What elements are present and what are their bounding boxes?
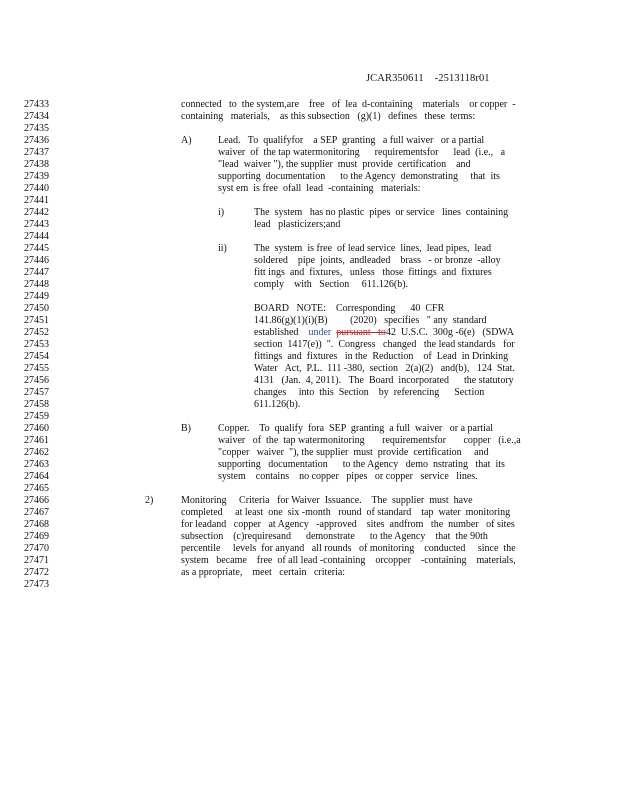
line-number: 27470 <box>24 543 49 554</box>
item-label-i: i) <box>218 207 225 218</box>
line-number: 27451 <box>24 315 49 326</box>
line-number: 27436 <box>24 135 49 146</box>
body-line: system became free of all lead -containing orcopper -containing materials, <box>181 555 516 566</box>
body-line: The system has no plastic pipes or service lines containing <box>254 207 509 218</box>
line-number: 27463 <box>24 459 49 470</box>
body-line: for leadand copper at Agency -approved sites andfrom the number of sites <box>181 519 515 530</box>
document-id-header: JCAR350611 -2513118r01 <box>366 73 490 84</box>
body-line: fitt ings and fixtures, unless those fittings and fixtures <box>254 267 492 278</box>
body-line: comply with Section 611.126(b). <box>254 279 409 290</box>
line-number: 27434 <box>24 111 49 122</box>
board-note-line: BOARD NOTE: Corresponding 40 CFR <box>254 303 445 314</box>
line-number: 27441 <box>24 195 49 206</box>
line-number: 27433 <box>24 99 49 110</box>
item-label-b: B) <box>181 423 191 434</box>
line-number: 27465 <box>24 483 49 494</box>
line-number: 27442 <box>24 207 49 218</box>
board-note-text: established <box>254 327 299 338</box>
board-note-line: fittings and fixtures in the Reduction of Lead in Drinking <box>254 351 509 362</box>
line-number: 27444 <box>24 231 49 242</box>
body-line: lead plasticizers;and <box>254 219 341 230</box>
body-line: as a ppropriate, meet certain criteria: <box>181 567 346 578</box>
deleted-text: pursuant to <box>336 327 386 338</box>
body-line: soldered pipe joints, andleaded brass - or bronze -alloy <box>254 255 501 266</box>
line-number: 27469 <box>24 531 49 542</box>
board-note-line: 4131 (Jan. 4, 2011). The Board incorporated the statutory <box>254 375 514 386</box>
line-number: 27448 <box>24 279 49 290</box>
line-number: 27471 <box>24 555 49 566</box>
line-number: 27473 <box>24 579 49 590</box>
line-number: 27455 <box>24 363 49 374</box>
body-line: containing materials, as this subsection (g)(1) defines these terms: <box>181 111 476 122</box>
body-line: percentile levels for anyand all rounds of monitoring conducted since the <box>181 543 516 554</box>
body-line: The system is free of lead service lines, lead pipes, lead <box>254 243 492 254</box>
body-line: waiver of the tap watermonitoring requirementsfor copper (i.e.,a <box>218 435 521 446</box>
body-line: system contains no copper pipes or copper service lines. <box>218 471 478 482</box>
line-number: 27464 <box>24 471 49 482</box>
body-line: supporting documentation to the Agency demo nstrating that its <box>218 459 505 470</box>
board-note-line: changes into this Section by referencing Section <box>254 387 485 398</box>
board-note-line: section 1417(e)) ". Congress changed the lead standards for <box>254 339 515 350</box>
line-number: 27437 <box>24 147 49 158</box>
inserted-text: under <box>308 327 332 338</box>
body-line: supporting documentation to the Agency demonstrating that its <box>218 171 500 182</box>
line-number: 27459 <box>24 411 49 422</box>
line-number: 27439 <box>24 171 49 182</box>
body-line: syst em is free ofall lead -containing materials: <box>218 183 421 194</box>
item-label-ii: ii) <box>218 243 227 254</box>
line-number: 27468 <box>24 519 49 530</box>
line-number: 27445 <box>24 243 49 254</box>
body-line: Monitoring Criteria for Waiver Issuance. The supplier must have <box>181 495 473 506</box>
body-line: "copper waiver "), the supplier must provide certification and <box>218 447 489 458</box>
line-number: 27461 <box>24 435 49 446</box>
line-number: 27452 <box>24 327 49 338</box>
line-number: 27456 <box>24 375 49 386</box>
line-number: 27443 <box>24 219 49 230</box>
item-label-2: 2) <box>145 495 154 506</box>
line-number: 27460 <box>24 423 49 434</box>
body-line: Copper. To qualify fora SEP granting a full waiver or a partial <box>218 423 494 434</box>
line-number: 27467 <box>24 507 49 518</box>
body-line: Lead. To qualifyfor a SEP granting a full waiver or a partial <box>218 135 485 146</box>
item-label-a: A) <box>181 135 192 146</box>
body-line: "lead waiver "), the supplier must provide certification and <box>218 159 471 170</box>
line-number: 27466 <box>24 495 49 506</box>
line-number: 27449 <box>24 291 49 302</box>
line-number: 27438 <box>24 159 49 170</box>
body-line: waiver of the tap watermonitoring requirementsfor lead (i.e., a <box>218 147 506 158</box>
board-note-line-with-edits <box>254 327 514 339</box>
line-number: 27450 <box>24 303 49 314</box>
line-number: 27440 <box>24 183 49 194</box>
line-number: 27447 <box>24 267 49 278</box>
line-number: 27446 <box>24 255 49 266</box>
line-number: 27457 <box>24 387 49 398</box>
line-number: 27454 <box>24 351 49 362</box>
line-number: 27472 <box>24 567 49 578</box>
line-number-column <box>24 99 49 591</box>
line-number: 27453 <box>24 339 49 350</box>
line-number: 27458 <box>24 399 49 410</box>
body-line: completed at least one six -month round of standard tap water monitoring <box>181 507 511 518</box>
board-note-text: 42 U.S.C. 300g -6(e) (SDWA <box>385 327 514 338</box>
line-number: 27435 <box>24 123 49 134</box>
body-line: subsection (c)requiresand demonstrate to the Agency that the 90th <box>181 531 488 542</box>
line-number: 27462 <box>24 447 49 458</box>
board-note-line: 611.126(b). <box>254 399 301 410</box>
board-note-line: 141.86(g)(1)(i)(B) (2020) specifies " any standard <box>254 315 487 326</box>
body-line: connected to the system,are free of lea d-containing materials or copper - <box>181 99 516 110</box>
board-note-line: Water Act, P.L. 111 -380, section 2(a)(2) and(b), 124 Stat. <box>254 363 515 374</box>
